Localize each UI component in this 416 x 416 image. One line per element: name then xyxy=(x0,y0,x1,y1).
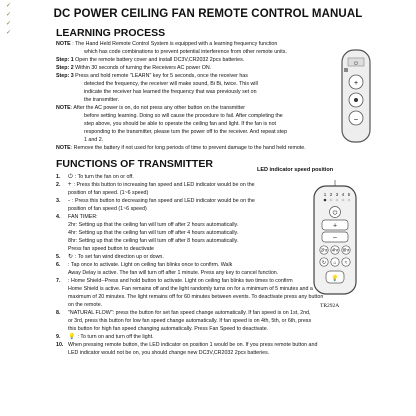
function-text: position of fan speed (1~6 speed) xyxy=(68,206,147,212)
function-text: 8hr: Setting up that the ceiling fan will turn off after 8 hours automatically. xyxy=(68,238,239,244)
function-line xyxy=(56,333,286,341)
function-text: : Press this button to increasing fan speed and LED indicator would be on the xyxy=(73,182,255,188)
function-line xyxy=(56,229,286,237)
learning-line-label: Step: 3 xyxy=(56,73,74,79)
function-text: When pressing remote button, the LED indicator on position 1 would be on. If you press remote button and xyxy=(68,342,318,348)
learning-line xyxy=(56,96,306,104)
model-label: TR292A xyxy=(320,303,340,309)
function-line xyxy=(56,285,313,293)
function-text: or 3rd, press this button for low fan speed change automatically. If fan speed is on 4th, 5th, or 6th, press xyxy=(68,318,312,324)
function-number: 7. xyxy=(56,278,61,284)
svg-text:⏻: ⏻ xyxy=(332,210,338,217)
function-line xyxy=(56,301,286,309)
function-line xyxy=(56,261,286,269)
function-line xyxy=(56,341,318,349)
remote-timer-button-label: 2hr xyxy=(320,247,328,253)
learning-line-text: Press and hold remote "LEARN" key for 5 seconds, once the receiver has xyxy=(73,73,248,79)
function-text: : Tap once to activate. Light on ceiling fan blinks once to confirm. Walk xyxy=(68,262,233,268)
remote-illustration-top xyxy=(332,48,382,146)
function-number: 2. xyxy=(56,182,61,188)
function-line xyxy=(56,277,293,285)
page-title: DC POWER CEILING FAN REMOTE CONTROL MANUAL xyxy=(53,8,363,20)
learning-line-text: which has code combinations to prevent potential interference from other remote units. xyxy=(84,49,287,55)
learning-line xyxy=(56,104,306,112)
function-number: 3. xyxy=(56,198,61,204)
learning-line xyxy=(56,128,306,136)
learning-line-text: : Remove the battery if not used for long periods of time to prevent damage to the hand held remote. xyxy=(70,145,306,151)
learning-line xyxy=(56,64,306,72)
learning-line xyxy=(56,120,306,128)
function-text: LED indicator would not be on, you should change new DC3V,CR2032 2pcs batteries. xyxy=(68,350,270,356)
function-icon: + xyxy=(68,182,72,188)
margin-marks: ✓ ✓ ✓ ✓ xyxy=(6,3,12,36)
function-line xyxy=(56,325,286,333)
functions-heading: FUNCTIONS OF TRANSMITTER xyxy=(56,158,213,170)
function-text: maximum of 20 minutes. The light remains off for 60 minutes between events. To deactivate press any button xyxy=(68,294,324,300)
learning-line xyxy=(56,112,306,120)
svg-text:+: + xyxy=(353,80,359,87)
svg-text:↻: ↻ xyxy=(321,260,327,266)
function-number: 10. xyxy=(56,342,64,348)
learning-line-label: NOTE xyxy=(56,105,71,111)
svg-text:≈: ≈ xyxy=(344,260,348,266)
svg-text:5: 5 xyxy=(347,192,351,197)
functions-text xyxy=(56,173,324,357)
learning-line-text: 1 and 2. xyxy=(84,137,104,143)
function-number: 8. xyxy=(56,310,61,316)
function-text: : To turn on and turn off the light. xyxy=(77,334,154,340)
function-text: : To set fan wind direction up or down. xyxy=(75,254,164,260)
function-text: Away Delay is active. The fan will turn off after 1 minute. Press any key to cancel function. xyxy=(68,270,279,276)
function-text: 2hr: Setting up that the ceiling fan will turn off after 2 hours automatically. xyxy=(68,222,239,228)
learning-line-text: the transmitter. xyxy=(84,97,120,103)
learning-line xyxy=(56,144,306,152)
learning-line-label: Step: 2 xyxy=(56,65,74,71)
learning-line-text: indicate the receiver has learned the frequency that was previously set on xyxy=(84,89,257,95)
function-number: 5. xyxy=(56,254,61,260)
function-line xyxy=(56,173,286,181)
function-number: 9. xyxy=(56,334,61,340)
function-text: Press fan speed button to deactivate xyxy=(68,246,154,252)
svg-text:1: 1 xyxy=(323,192,327,197)
function-line xyxy=(56,293,324,301)
function-text: on the remote. xyxy=(68,302,103,308)
function-icon: ↻ xyxy=(68,254,74,260)
function-line xyxy=(56,189,286,197)
learning-line-text: before setting learning. Doing so will cause the procedure to fail. After completing the xyxy=(84,113,283,119)
learning-line xyxy=(56,88,306,96)
learning-text xyxy=(56,40,306,152)
function-icon: 💡 xyxy=(68,334,76,340)
learning-line xyxy=(56,136,306,144)
remote-timer-button-label: 4hr xyxy=(331,247,339,253)
svg-text:2: 2 xyxy=(329,192,333,197)
function-line xyxy=(56,197,286,205)
function-text: Home Shield is active. Fan remains off and the light randomly turns on for a minimum of 5 minutes and a xyxy=(68,286,313,292)
svg-text:⏻: ⏻ xyxy=(354,61,358,67)
function-text: : To turn the fan on or off. xyxy=(74,174,134,180)
learning-line xyxy=(56,48,306,56)
learning-line-text: Within 30 seconds of turning the Receivers AC power ON. xyxy=(73,65,212,71)
function-line xyxy=(56,253,286,261)
function-number: 6. xyxy=(56,262,61,268)
learning-heading: LEARNING PROCESS xyxy=(56,27,166,39)
function-line xyxy=(56,205,286,213)
function-icon: - xyxy=(68,198,70,204)
learning-line-text: step above, you should be able to operate the ceiling fan and light. If the fan is not xyxy=(84,121,276,127)
remote-illustration-main xyxy=(300,180,370,300)
led-caption: LED indicator speed position xyxy=(257,167,334,173)
learning-line xyxy=(56,72,306,80)
learning-line xyxy=(56,56,306,64)
function-text: position of fan speed. (1~6 speed) xyxy=(68,190,149,196)
function-text: : Home Shield--Press and hold button to activate. Light on ceiling fan blinks two times to confirm xyxy=(68,278,293,284)
learning-line xyxy=(56,40,306,48)
svg-text:3: 3 xyxy=(335,192,339,197)
svg-text:–: – xyxy=(354,116,358,123)
function-line xyxy=(56,245,286,253)
function-line xyxy=(56,213,286,221)
remote-timer-button-label: 8hr xyxy=(342,247,350,253)
learning-line-text: : After the AC power is on, do not press any other button on the transmitter xyxy=(70,105,246,111)
svg-text:+: + xyxy=(332,222,338,230)
function-text: this button for high fan speed changing automatically. Press Fan Speed to deactivate. xyxy=(68,326,269,332)
learning-line-label: Step: 1 xyxy=(56,57,74,63)
learning-line-label: NOTE xyxy=(56,41,71,47)
function-line xyxy=(56,181,286,189)
learning-line-text: Open the remote battery cover and install DC3V,CR2032 2pcs batteries. xyxy=(73,57,245,63)
learning-line-text: : The Hand Held Remote Control System is equipped with a learning frequency function xyxy=(70,41,278,47)
learning-line-text: responding to the transmitter, please turn the power off to the receiver. And repeat step xyxy=(84,129,288,135)
function-line xyxy=(56,221,286,229)
function-text: : Press this button to decreasing fan speed and LED indicator would be on the xyxy=(72,198,255,204)
svg-text:4: 4 xyxy=(341,192,345,197)
function-line xyxy=(56,317,312,325)
learning-line xyxy=(56,80,306,88)
function-line xyxy=(56,237,286,245)
function-line xyxy=(56,309,311,317)
function-text: 4hr: Setting up that the ceiling fan will turn off after 4 hours automatically. xyxy=(68,230,239,236)
function-line xyxy=(56,349,286,357)
function-number: 4. xyxy=(56,214,61,220)
svg-text:–: – xyxy=(333,234,337,242)
svg-text:⌂: ⌂ xyxy=(333,260,337,266)
function-text: "NATURAL FLOW": press the button for set fan speed change automatically. If fan speed is on 1st, 2nd, xyxy=(68,310,311,316)
learning-line-label: NOTE xyxy=(56,145,71,151)
learning-line-text: detected the frequency, the receiver will make sound, Bi Bi, twice. This will xyxy=(84,81,258,87)
function-icon: ⏻ xyxy=(68,174,73,180)
svg-text:💡: 💡 xyxy=(331,276,339,282)
function-number: 1. xyxy=(56,174,61,180)
function-line xyxy=(56,269,286,277)
function-text: FAN TIMER: xyxy=(68,214,98,220)
